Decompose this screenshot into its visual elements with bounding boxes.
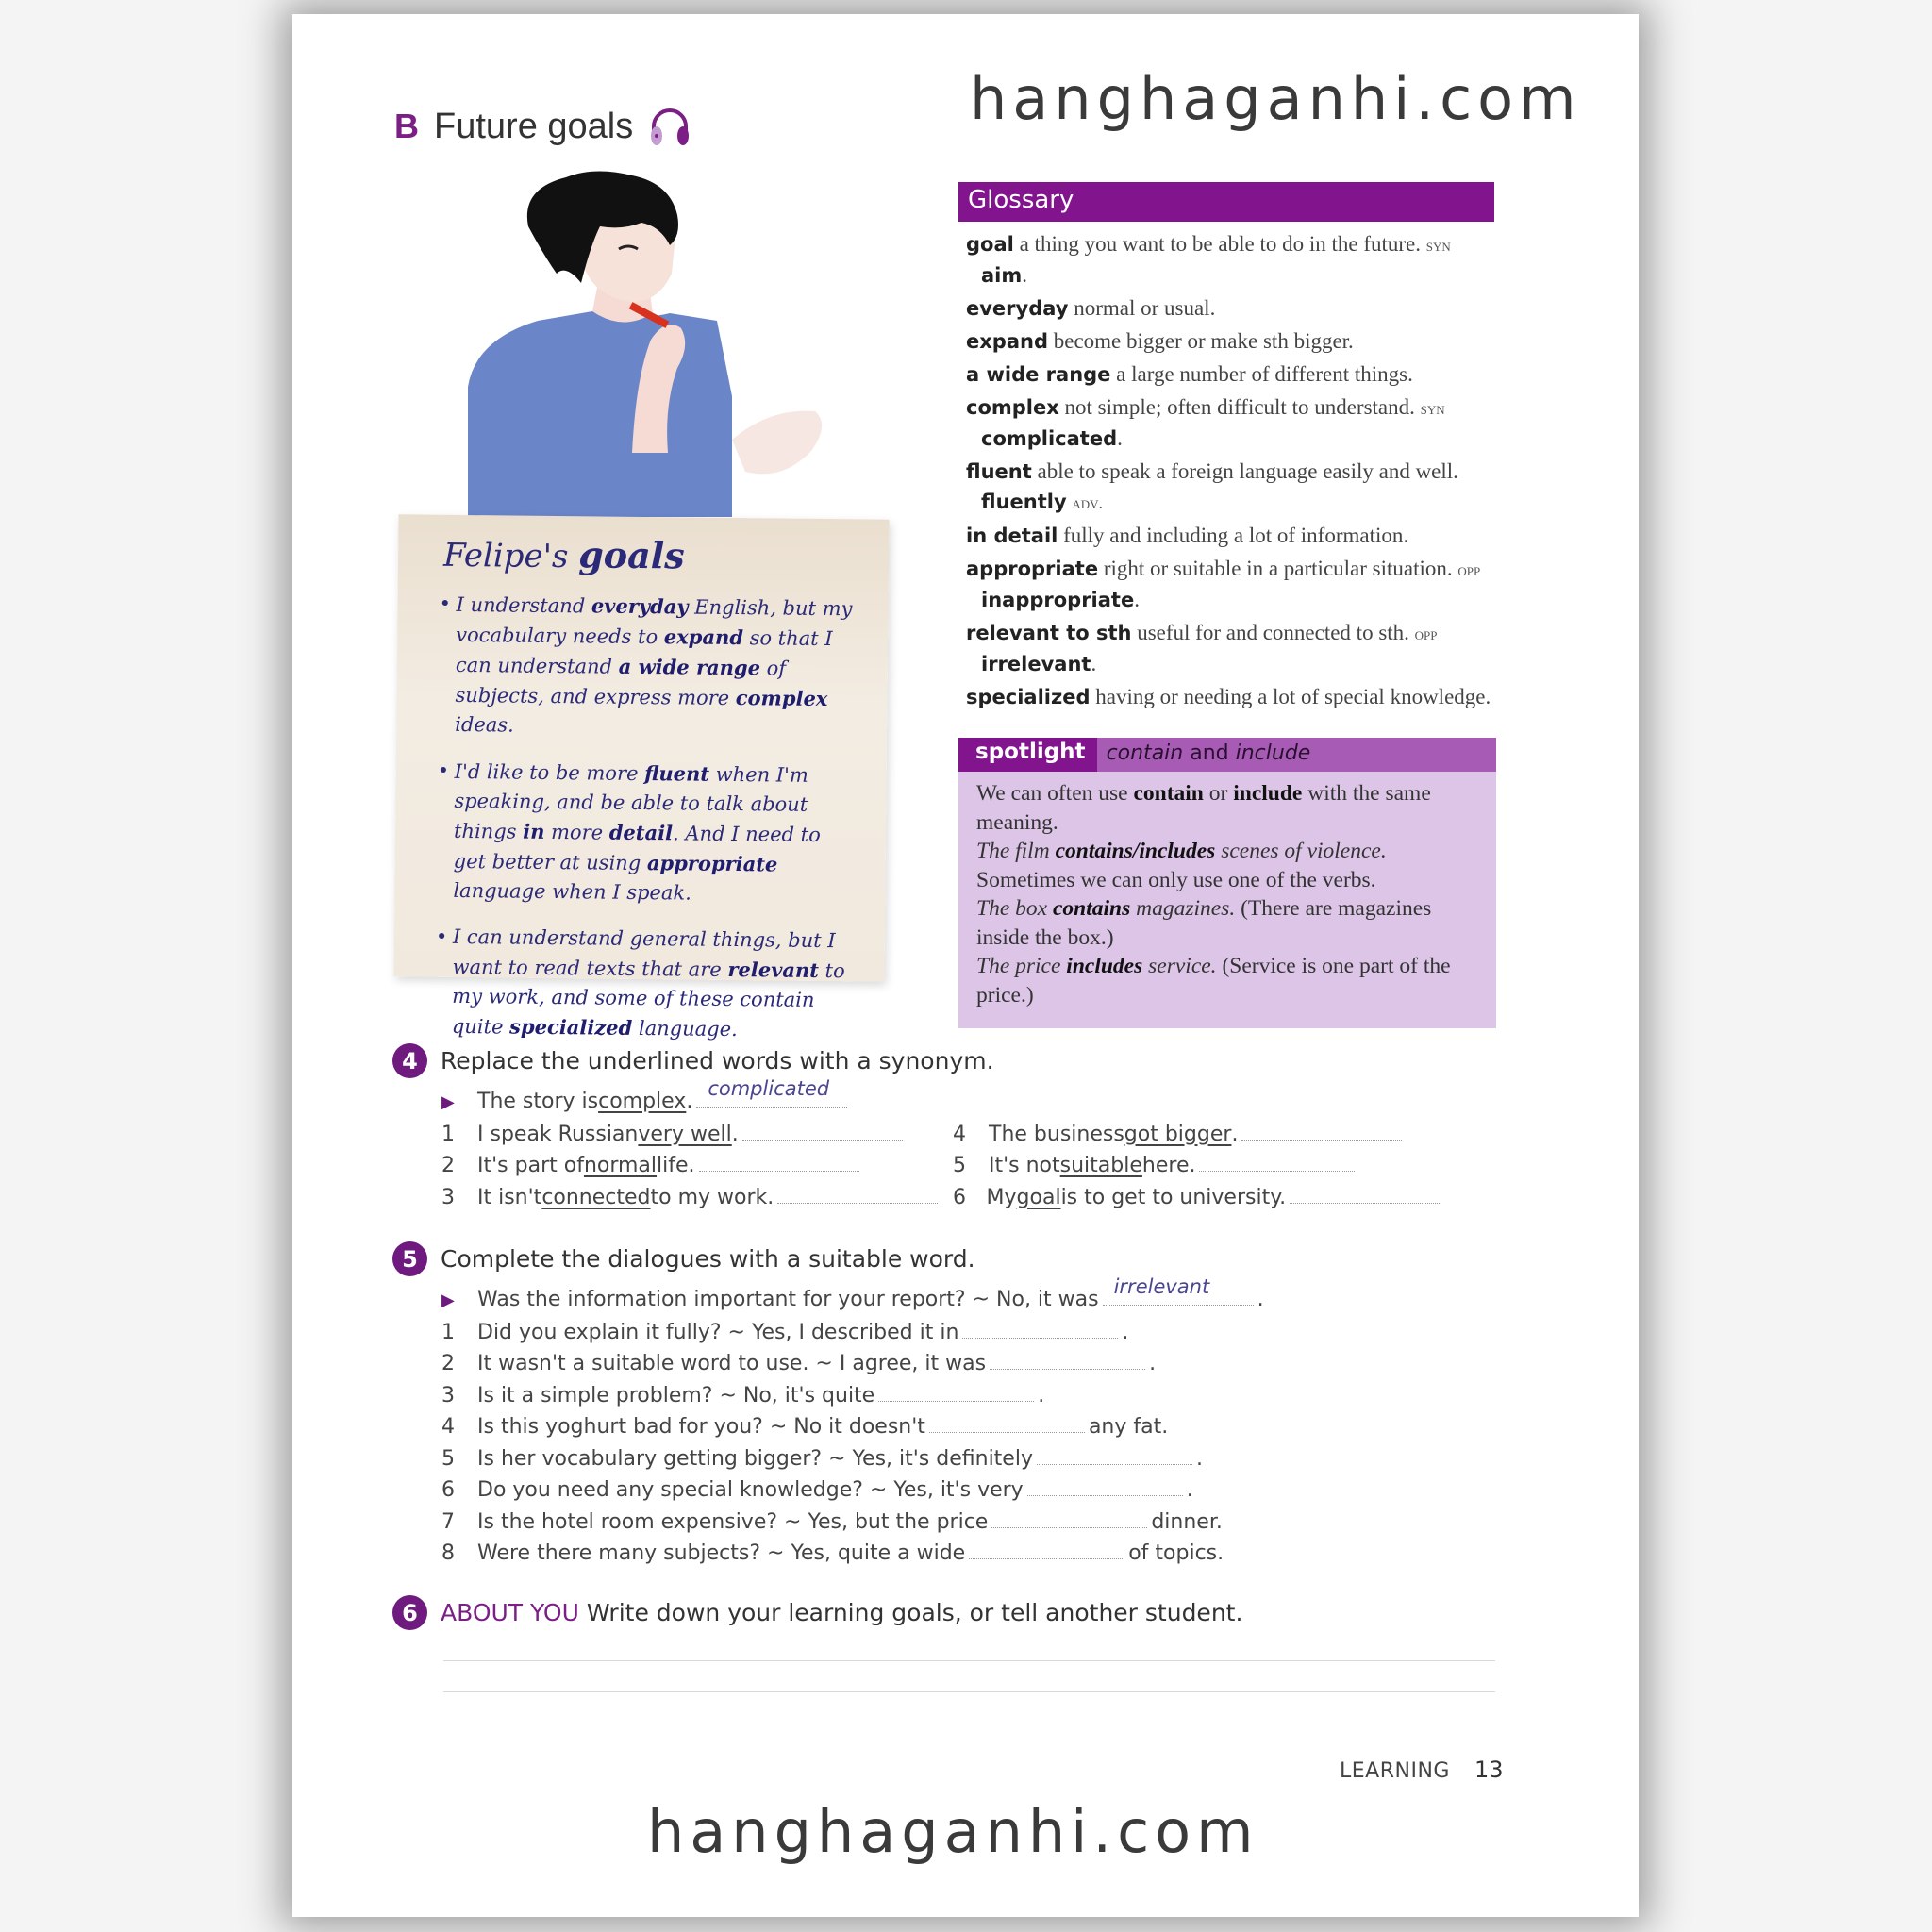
handwritten-answer: irrelevant xyxy=(1113,1275,1210,1298)
example-text: scenes of violence. xyxy=(1215,839,1387,863)
glossary-punct: . xyxy=(1022,263,1028,287)
exercise-number-badge: 5 xyxy=(392,1241,427,1276)
item-number: 6 xyxy=(953,1185,966,1209)
item-number: 2 xyxy=(441,1154,455,1177)
keyword: include xyxy=(1233,781,1303,806)
goal-text: language. xyxy=(632,1016,738,1041)
underlined-word: very well xyxy=(638,1122,732,1146)
glossary-definition: normal or usual. xyxy=(1068,296,1216,320)
item-text: It's not xyxy=(989,1154,1060,1177)
goal-item xyxy=(439,923,857,1046)
item-number: 3 xyxy=(441,1185,455,1209)
highlighted-word: in xyxy=(523,819,545,843)
highlighted-word: appropriate xyxy=(646,851,778,876)
answer-blank[interactable] xyxy=(1037,1444,1192,1465)
spotlight-example xyxy=(976,952,1479,1009)
glossary-term: expand xyxy=(966,330,1048,353)
glossary-entry xyxy=(966,682,1494,712)
item-text: It isn't xyxy=(477,1185,542,1209)
exercise-number-badge: 4 xyxy=(392,1043,427,1078)
answer-blank[interactable] xyxy=(742,1120,903,1141)
keyword: contains/includes xyxy=(1055,839,1216,863)
goal-item xyxy=(441,590,860,744)
item-number: 5 xyxy=(953,1154,966,1177)
item-number: 7 xyxy=(441,1509,455,1534)
glossary-definition: right or suitable in a particular situation. xyxy=(1098,557,1458,580)
glossary-term: complex xyxy=(966,396,1059,419)
highlighted-word: everyday xyxy=(591,593,689,619)
answer-blank[interactable] xyxy=(696,1077,847,1108)
exercise-item xyxy=(441,1182,953,1214)
goal-text: ideas. xyxy=(455,712,514,737)
exercise-item xyxy=(441,1119,953,1151)
item-number: 4 xyxy=(441,1415,455,1439)
note-card-title: Felipe's goals xyxy=(442,533,685,577)
answer-blank[interactable] xyxy=(1027,1475,1183,1496)
glossary-term: in detail xyxy=(966,525,1058,547)
item-text: . xyxy=(1186,1478,1193,1502)
section-letter: B xyxy=(394,107,419,145)
glossary-definition: having or needing a lot of special knowledge. xyxy=(1090,685,1491,708)
spotlight-tag: spotlight xyxy=(958,738,1097,772)
footer-section-name: LEARNING xyxy=(1340,1759,1450,1783)
page-number: 13 xyxy=(1474,1757,1504,1783)
example-arrow-icon: ▶ xyxy=(441,1092,455,1112)
item-text: My xyxy=(986,1185,1017,1209)
item-number: 1 xyxy=(441,1122,455,1146)
exercise-item xyxy=(441,1507,1264,1539)
exercise-item xyxy=(953,1182,1443,1214)
goal-text: to my work, and some of these contain quite xyxy=(451,958,845,1039)
goal-text: I'd like to be more xyxy=(454,759,645,786)
exercise-item xyxy=(441,1538,1264,1570)
answer-blank[interactable] xyxy=(878,1381,1034,1402)
goal-text: I understand xyxy=(456,592,592,618)
keyword: contain xyxy=(1133,781,1204,806)
felipe-goals-card xyxy=(393,514,889,1041)
glossary-term: fluent xyxy=(966,460,1032,483)
answer-blank[interactable] xyxy=(969,1539,1124,1559)
underlined-word: suitable xyxy=(1059,1154,1142,1177)
goal-text: I can understand general things, but I want to read texts that are xyxy=(452,924,836,981)
underlined-word: goal xyxy=(1016,1185,1061,1209)
example-arrow-icon: ▶ xyxy=(441,1291,455,1310)
glossary-entry xyxy=(966,326,1494,357)
answer-blank[interactable] xyxy=(1103,1275,1254,1306)
glossary-header: Glossary xyxy=(958,182,1494,222)
glossary-term: specialized xyxy=(966,686,1091,708)
glossary-entry xyxy=(966,229,1494,291)
answer-line-1[interactable] xyxy=(443,1660,1495,1661)
example-text: The film xyxy=(976,839,1056,863)
item-text: . xyxy=(1122,1320,1129,1344)
item-text: . xyxy=(1231,1122,1239,1146)
answer-blank[interactable] xyxy=(1241,1120,1402,1141)
glossary-punct: . xyxy=(1134,588,1140,611)
example-text: service. xyxy=(1142,954,1217,978)
exercise-instruction: Replace the underlined words with a synonym. xyxy=(441,1047,994,1074)
student-illustration xyxy=(434,170,887,528)
exercise-item xyxy=(441,1474,1264,1507)
spotlight-example xyxy=(976,894,1479,952)
glossary-label: opp xyxy=(1414,625,1438,643)
exercise-instruction: ABOUT YOU Write down your learning goals, or tell another student. xyxy=(441,1599,1243,1626)
glossary-related-word: aim xyxy=(981,264,1023,287)
example-line: ▶ The story is complex . complicated xyxy=(441,1086,1443,1119)
glossary-entry xyxy=(966,359,1494,390)
spotlight-title: contain and include xyxy=(1106,741,1311,765)
glossary-related-word: irrelevant xyxy=(981,653,1091,675)
item-text: of topics. xyxy=(1128,1541,1224,1565)
example-text: magazines. xyxy=(1130,896,1236,921)
keyword: contains xyxy=(1052,896,1131,921)
glossary-label: opp xyxy=(1457,560,1481,579)
item-text: Do you need any special knowledge? ~ Yes, it's very xyxy=(477,1478,1024,1502)
glossary-punct: . xyxy=(1117,426,1123,450)
underlined-word: normal xyxy=(583,1154,658,1177)
glossary-label: adv. xyxy=(1072,493,1104,512)
answer-blank[interactable] xyxy=(699,1151,859,1172)
goal-text: . And I need to get better at using xyxy=(453,822,821,875)
answer-blank[interactable] xyxy=(777,1183,938,1204)
item-number: 5 xyxy=(441,1446,455,1471)
glossary-label: syn xyxy=(1420,399,1445,418)
item-text: . xyxy=(1195,1446,1203,1471)
spotlight-text xyxy=(976,779,1479,837)
item-text: Is the hotel room expensive? ~ Yes, but the price xyxy=(477,1509,989,1534)
answer-blank[interactable] xyxy=(929,1412,1085,1433)
exercise-item xyxy=(953,1150,1443,1182)
item-number: 3 xyxy=(441,1383,455,1407)
answer-blank[interactable] xyxy=(991,1507,1147,1528)
goal-text: language when I speak. xyxy=(453,878,691,905)
goal-text: so that I can understand xyxy=(455,626,833,678)
answer-blank[interactable] xyxy=(990,1349,1145,1370)
glossary-term: everyday xyxy=(966,297,1069,320)
item-text: Were there many subjects? ~ Yes, quite a wide xyxy=(477,1541,966,1565)
glossary-box xyxy=(958,182,1494,715)
item-number: 4 xyxy=(953,1122,966,1146)
highlighted-word: fluent xyxy=(644,761,710,786)
glossary-definition: a thing you want to be able to do in the future. xyxy=(1013,232,1426,256)
watermark-bottom: hanghaganhi.com xyxy=(647,1797,1259,1866)
example-line: ▶ Was the information important for your report? ~ No, it was irrelevant . xyxy=(441,1284,1264,1317)
answer-line-2[interactable] xyxy=(443,1691,1495,1692)
glossary-entry xyxy=(966,457,1494,518)
glossary-related-word: complicated xyxy=(981,427,1118,450)
item-text: It wasn't a suitable word to use. ~ I agree, it was xyxy=(477,1352,987,1375)
glossary-label: syn xyxy=(1425,236,1451,255)
item-text: Did you explain it fully? ~ Yes, I described it in xyxy=(477,1320,959,1344)
glossary-entry xyxy=(966,618,1494,679)
exercise-5 xyxy=(392,1241,1264,1570)
handwritten-answer: complicated xyxy=(708,1077,830,1100)
goal-text: more xyxy=(544,820,609,844)
underlined-word: connected xyxy=(541,1185,651,1209)
glossary-entry xyxy=(966,554,1494,615)
exercise-6 xyxy=(392,1595,1242,1630)
headphones-icon[interactable] xyxy=(648,106,691,147)
glossary-definition: become bigger or make sth bigger. xyxy=(1047,329,1354,353)
glossary-entry xyxy=(966,521,1494,551)
text: (There are magazines inside the box.) xyxy=(976,896,1432,950)
highlighted-word: complex xyxy=(735,686,828,711)
glossary-term: goal xyxy=(966,233,1014,256)
exercise-number-badge: 6 xyxy=(392,1595,427,1630)
answer-blank[interactable] xyxy=(962,1318,1118,1339)
item-text: any fat. xyxy=(1088,1415,1169,1439)
example-text: The box xyxy=(976,896,1053,921)
item-text: is to get to university. xyxy=(1060,1185,1287,1209)
item-number: 8 xyxy=(441,1541,455,1565)
glossary-entry xyxy=(966,392,1494,454)
keyword: includes xyxy=(1066,954,1143,978)
glossary-related-word: fluently xyxy=(981,491,1067,513)
text: We can often use xyxy=(976,781,1134,806)
exercise-item xyxy=(441,1150,953,1182)
underlined-word: got bigger xyxy=(1124,1122,1232,1146)
text: or xyxy=(1203,781,1234,806)
item-text: to my work. xyxy=(650,1185,774,1209)
highlighted-word: detail xyxy=(608,820,674,845)
section-title: Future goals xyxy=(434,106,634,146)
spotlight-example xyxy=(976,837,1479,866)
item-text: . xyxy=(731,1122,739,1146)
text: Sometimes we can only use one of the verbs. xyxy=(976,867,1376,892)
glossary-definition: useful for and connected to sth. xyxy=(1131,621,1415,644)
item-text: Is this yoghurt bad for you? ~ No it doesn't xyxy=(477,1415,925,1439)
text: with the same meaning. xyxy=(976,781,1431,835)
spotlight-header xyxy=(958,738,1496,772)
item-text: here. xyxy=(1141,1154,1196,1177)
item-text: life. xyxy=(657,1154,695,1177)
glossary-punct: . xyxy=(1091,652,1097,675)
highlighted-word: specialized xyxy=(509,1014,633,1040)
item-text: Is it a simple problem? ~ No, it's quite xyxy=(477,1383,875,1407)
glossary-definition: not simple; often difficult to understand. xyxy=(1058,395,1421,419)
glossary-entry xyxy=(966,293,1494,324)
goal-list xyxy=(439,590,860,1046)
goal-text: when I'm speaking, and be able to talk about things xyxy=(453,762,808,843)
exercise-item xyxy=(441,1317,1264,1349)
item-text: Is her vocabulary getting bigger? ~ Yes, it's definitely xyxy=(477,1446,1033,1471)
glossary-related-word: inappropriate xyxy=(981,589,1135,611)
exercise-4 xyxy=(392,1043,1443,1213)
highlighted-word: expand xyxy=(663,625,744,650)
glossary-term: appropriate xyxy=(966,558,1099,580)
highlighted-word: relevant xyxy=(727,957,820,982)
item-number: 6 xyxy=(441,1478,455,1502)
glossary-definition: fully and including a lot of information. xyxy=(1058,524,1409,547)
exercise-item xyxy=(441,1348,1264,1380)
spotlight-box xyxy=(958,738,1496,1028)
item-text: The business xyxy=(989,1122,1124,1146)
glossary-term: a wide range xyxy=(966,363,1111,386)
goal-text: of subjects, and express more xyxy=(455,657,787,710)
watermark-top: hanghaganhi.com xyxy=(970,64,1582,133)
item-text: . xyxy=(1038,1383,1045,1407)
glossary-definition: a large number of different things. xyxy=(1110,362,1413,386)
glossary-list xyxy=(958,229,1494,712)
spotlight-text xyxy=(976,866,1479,895)
glossary-definition: able to speak a foreign language easily and well. xyxy=(1031,459,1458,483)
answer-blank[interactable] xyxy=(1199,1151,1355,1172)
page-footer xyxy=(1340,1757,1504,1783)
exercise-item xyxy=(441,1411,1264,1443)
example-text: The price xyxy=(976,954,1067,978)
item-text: dinner. xyxy=(1151,1509,1223,1534)
item-number: 1 xyxy=(441,1320,455,1344)
glossary-term: relevant to sth xyxy=(966,622,1132,644)
text: (Service is one part of the price.) xyxy=(976,954,1451,1008)
item-number: 2 xyxy=(441,1352,455,1375)
exercise-item xyxy=(441,1380,1264,1412)
goal-item xyxy=(440,757,858,910)
item-text: . xyxy=(1149,1352,1157,1375)
answer-blank[interactable] xyxy=(1290,1183,1440,1204)
highlighted-word: a wide range xyxy=(618,654,761,680)
section-heading xyxy=(394,106,691,147)
item-text: It's part of xyxy=(477,1154,584,1177)
exercise-item xyxy=(441,1443,1264,1475)
exercise-instruction: Complete the dialogues with a suitable word. xyxy=(441,1245,975,1273)
exercise-item xyxy=(953,1119,1443,1151)
goal-text: English, but my vocabulary needs to xyxy=(456,595,853,649)
spotlight-body xyxy=(958,772,1496,1009)
item-text: I speak Russian xyxy=(477,1122,639,1146)
